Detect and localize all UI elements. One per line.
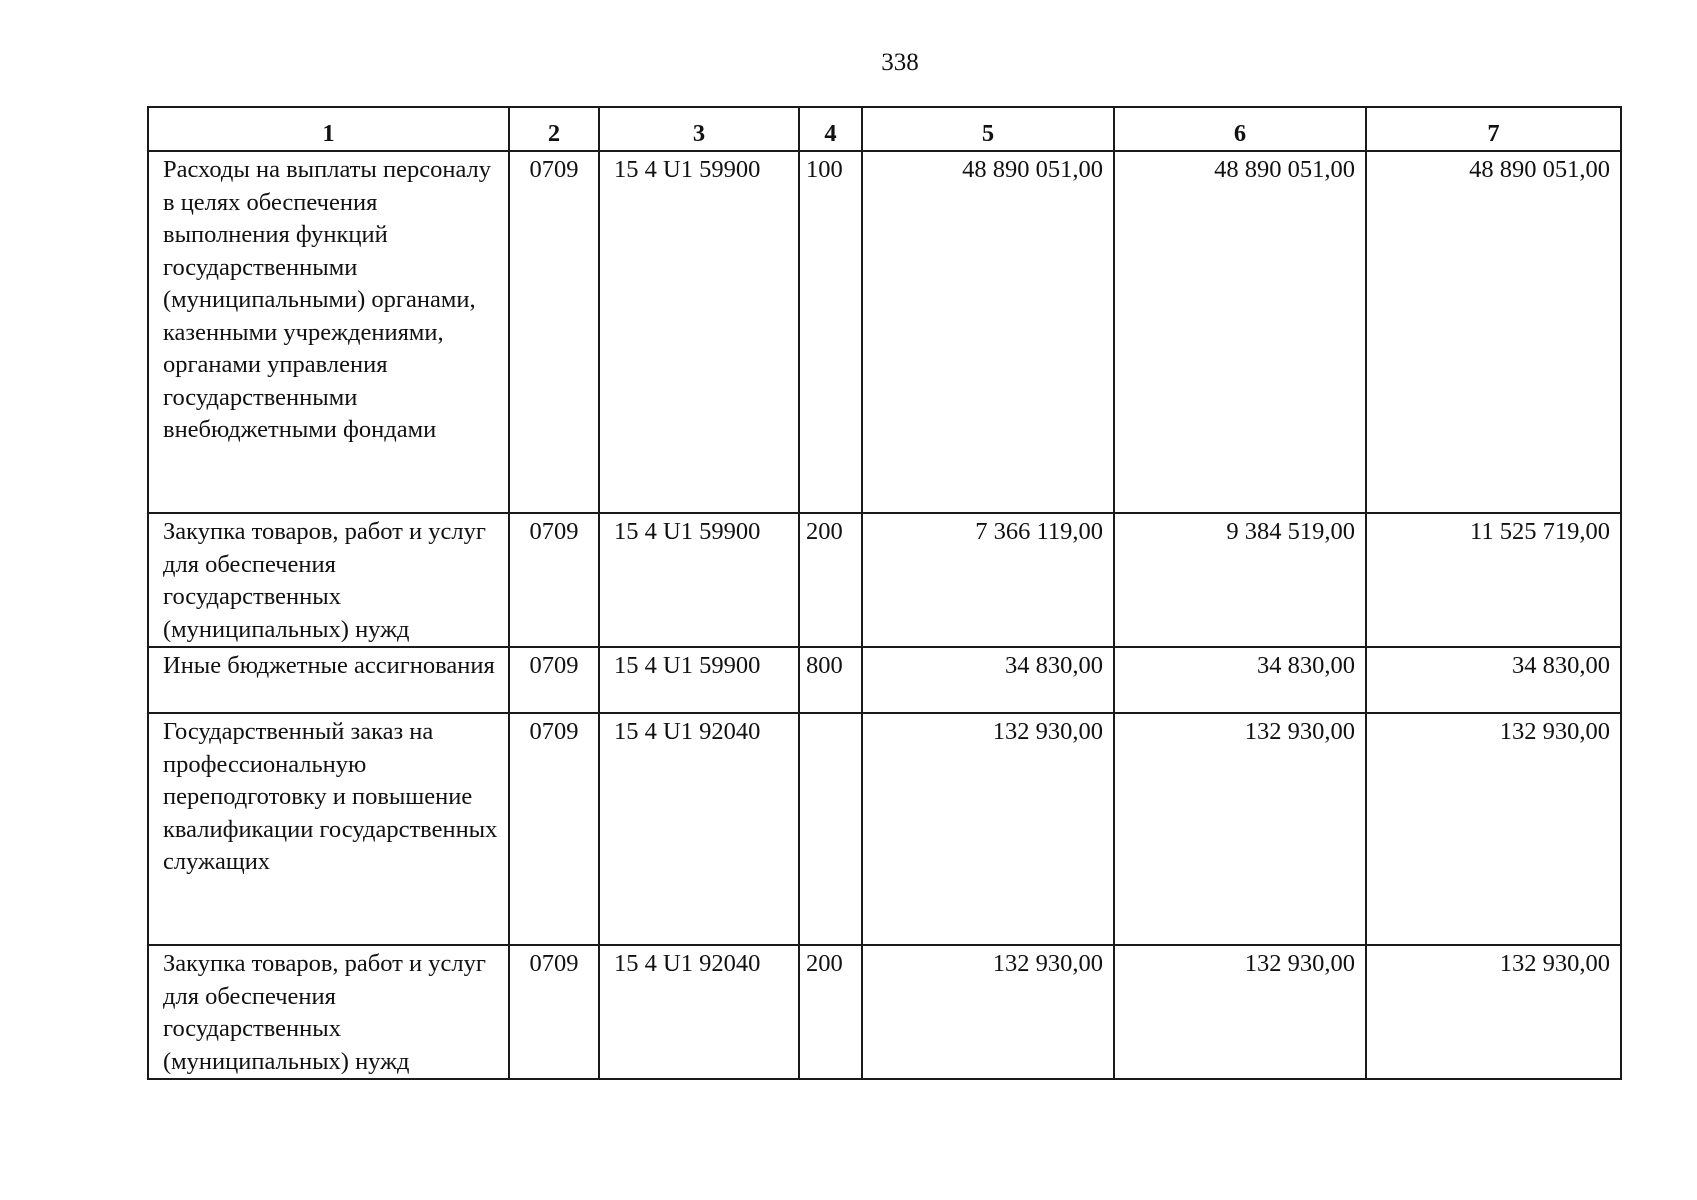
column-header-3: 3 — [599, 107, 799, 151]
expense-type-cell — [799, 713, 862, 945]
page-number: 338 — [881, 49, 919, 76]
amount-col6-cell: 132 930,00 — [1114, 713, 1366, 945]
expense-type-cell: 200 — [799, 945, 862, 1079]
amount-col5-cell: 34 830,00 — [862, 647, 1114, 713]
table-row — [148, 713, 1621, 945]
expense-name-cell: Закупка товаров, работ и услуг для обеспечения государственных (муниципальных) нужд — [148, 945, 509, 1079]
budget-table — [147, 106, 1622, 1080]
amount-col5-cell: 48 890 051,00 — [862, 151, 1114, 513]
amount-col6-cell: 34 830,00 — [1114, 647, 1366, 713]
expense-name-cell: Государственный заказ на профессиональную переподготовку и повышение квалификации государственных служащих — [148, 713, 509, 945]
target-code-cell: 15 4 U1 59900 — [599, 151, 799, 513]
column-header-5: 5 — [862, 107, 1114, 151]
target-code-cell: 15 4 U1 92040 — [599, 713, 799, 945]
amount-col5-cell: 132 930,00 — [862, 945, 1114, 1079]
amount-col5-cell: 7 366 119,00 — [862, 513, 1114, 647]
expense-type-cell: 200 — [799, 513, 862, 647]
table-row — [148, 945, 1621, 1079]
expense-name-cell: Расходы на выплаты персоналу в целях обеспечения выполнения функций государственными (муниципальными) органами, казенными учреждениями, органами управления государственными внебюджетными фондами — [148, 151, 509, 513]
expense-name-cell: Иные бюджетные ассигнования — [148, 647, 509, 713]
table-row — [148, 647, 1621, 713]
section-code-cell: 0709 — [509, 713, 599, 945]
table-header-row — [148, 107, 1621, 151]
expense-type-cell: 100 — [799, 151, 862, 513]
column-header-4: 4 — [799, 107, 862, 151]
column-header-6: 6 — [1114, 107, 1366, 151]
expense-type-cell: 800 — [799, 647, 862, 713]
section-code-cell: 0709 — [509, 513, 599, 647]
target-code-cell: 15 4 U1 92040 — [599, 945, 799, 1079]
target-code-cell: 15 4 U1 59900 — [599, 513, 799, 647]
amount-col6-cell: 132 930,00 — [1114, 945, 1366, 1079]
expense-name-cell: Закупка товаров, работ и услуг для обеспечения государственных (муниципальных) нужд — [148, 513, 509, 647]
target-code-cell: 15 4 U1 59900 — [599, 647, 799, 713]
column-header-1: 1 — [148, 107, 509, 151]
section-code-cell: 0709 — [509, 945, 599, 1079]
table-row — [148, 151, 1621, 513]
amount-col7-cell: 48 890 051,00 — [1366, 151, 1621, 513]
amount-col7-cell: 132 930,00 — [1366, 713, 1621, 945]
amount-col7-cell: 132 930,00 — [1366, 945, 1621, 1079]
column-header-7: 7 — [1366, 107, 1621, 151]
amount-col6-cell: 9 384 519,00 — [1114, 513, 1366, 647]
table-row — [148, 513, 1621, 647]
section-code-cell: 0709 — [509, 151, 599, 513]
section-code-cell: 0709 — [509, 647, 599, 713]
amount-col7-cell: 34 830,00 — [1366, 647, 1621, 713]
column-header-2: 2 — [509, 107, 599, 151]
amount-col5-cell: 132 930,00 — [862, 713, 1114, 945]
amount-col7-cell: 11 525 719,00 — [1366, 513, 1621, 647]
amount-col6-cell: 48 890 051,00 — [1114, 151, 1366, 513]
